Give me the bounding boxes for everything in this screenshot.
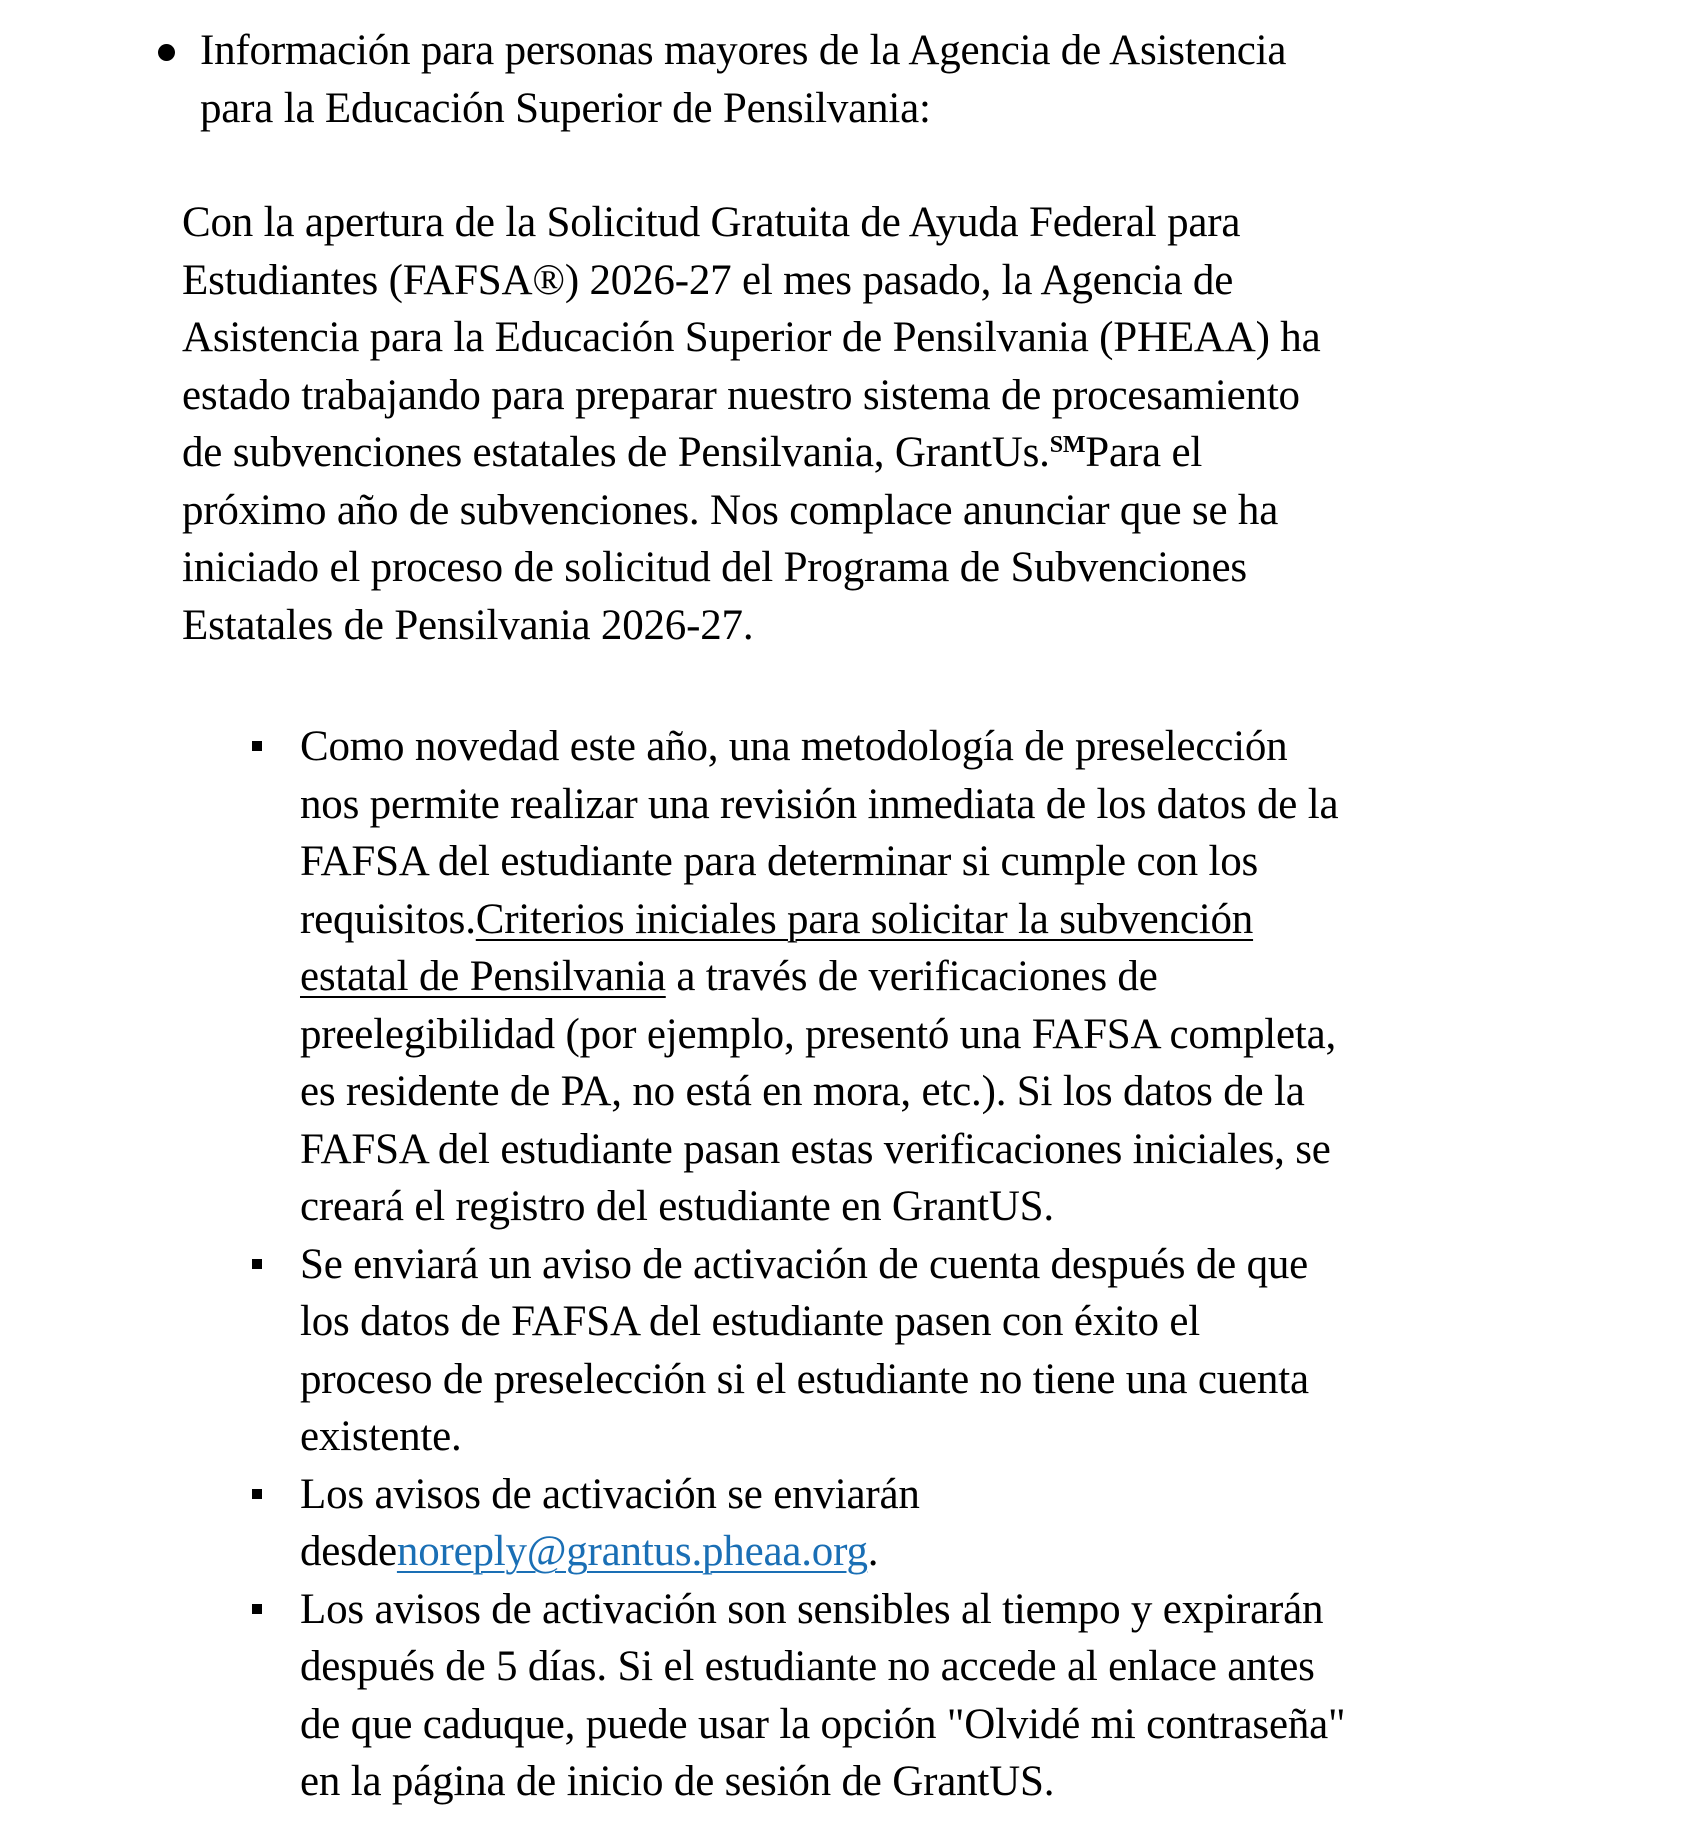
text-line (300, 891, 1652, 949)
text-line: después de 5 días. Si el estudiante no accede al enlace antes (300, 1643, 1315, 1690)
sub-bullet-list (252, 718, 1652, 1811)
square-bullet-icon (252, 1489, 262, 1499)
square-bullet-icon (252, 1604, 262, 1614)
text-line: FAFSA del estudiante para determinar si cumple con los (300, 838, 1259, 885)
text-line: los datos de FAFSA del estudiante pasen con éxito el (300, 1298, 1201, 1345)
sub-bullet-item (252, 1236, 1652, 1466)
text-line: creará el registro del estudiante en GrantUS. (300, 1183, 1054, 1230)
text-line: existente. (300, 1413, 462, 1460)
text-line: Estudiantes (FAFSA®) 2026-27 el mes pasado, la Agencia de (182, 256, 1234, 304)
text-line (300, 948, 1652, 1006)
text-line (300, 1523, 1652, 1581)
sub-bullet-item (252, 1466, 1652, 1581)
text-line: FAFSA del estudiante pasan estas verificaciones iniciales, se (300, 1125, 1331, 1173)
text-span: Para el (1085, 429, 1203, 476)
criteria-link[interactable]: Criterios iniciales para solicitar la subvención (475, 895, 1254, 943)
text-line: en la página de inicio de sesión de GrantUS. (300, 1758, 1055, 1805)
square-bullet-icon (252, 1259, 262, 1269)
text-span: de subvenciones estatales de Pensilvania, GrantUs. (182, 429, 1050, 476)
text-line: para la Educación Superior de Pensilvania: (200, 84, 931, 132)
text-line: Los avisos de activación se enviarán (300, 1470, 920, 1518)
text-line: Información para personas mayores de la Agencia de Asistencia (200, 27, 1287, 74)
criteria-link-continued[interactable]: estatal de Pensilvania (300, 953, 666, 1000)
text-line (182, 424, 1632, 482)
text-span: . (867, 1528, 879, 1575)
text-line: proceso de preselección si el estudiante no tiene una cuenta (300, 1355, 1309, 1403)
sub-bullet-item (252, 718, 1652, 1236)
round-bullet-icon (158, 44, 175, 61)
intro-paragraph (182, 194, 1632, 654)
text-line: Como novedad este año, una metodología de preselección (300, 723, 1288, 770)
text-line: de que caduque, puede usar la opción "Olvidé mi contraseña" (300, 1700, 1346, 1748)
text-span: desde (300, 1528, 397, 1575)
text-line: próximo año de subvenciones. Nos complace anunciar que se ha (182, 486, 1279, 534)
text-span: requisitos. (300, 895, 476, 943)
service-mark: SM (1049, 432, 1086, 458)
text-line: estado trabajando para preparar nuestro sistema de procesamiento (182, 371, 1300, 419)
square-bullet-icon (252, 741, 262, 751)
text-line: Asistencia para la Educación Superior de Pensilvania (PHEAA) ha (182, 314, 1321, 361)
text-line: Con la apertura de la Solicitud Gratuita de Ayuda Federal para (182, 199, 1241, 246)
text-line: nos permite realizar una revisión inmediata de los datos de la (300, 780, 1339, 828)
text-line: Los avisos de activación son sensibles al tiempo y expirarán (300, 1585, 1324, 1633)
text-line: Se enviará un aviso de activación de cuenta después de que (300, 1240, 1309, 1288)
text-line: es residente de PA, no está en mora, etc.). Si los datos de la (300, 1068, 1305, 1115)
text-line: preelegibilidad (por ejemplo, presentó una FAFSA completa, (300, 1010, 1337, 1058)
text-span: a través de verificaciones de (665, 953, 1158, 1000)
text-line: iniciado el proceso de solicitud del Programa de Subvenciones (182, 544, 1247, 591)
sub-bullet-item (252, 1581, 1652, 1811)
top-bullet-heading (200, 22, 1286, 137)
text-line: Estatales de Pensilvania 2026-27. (182, 601, 754, 649)
email-link[interactable]: noreply@grantus.pheaa.org (396, 1528, 868, 1575)
